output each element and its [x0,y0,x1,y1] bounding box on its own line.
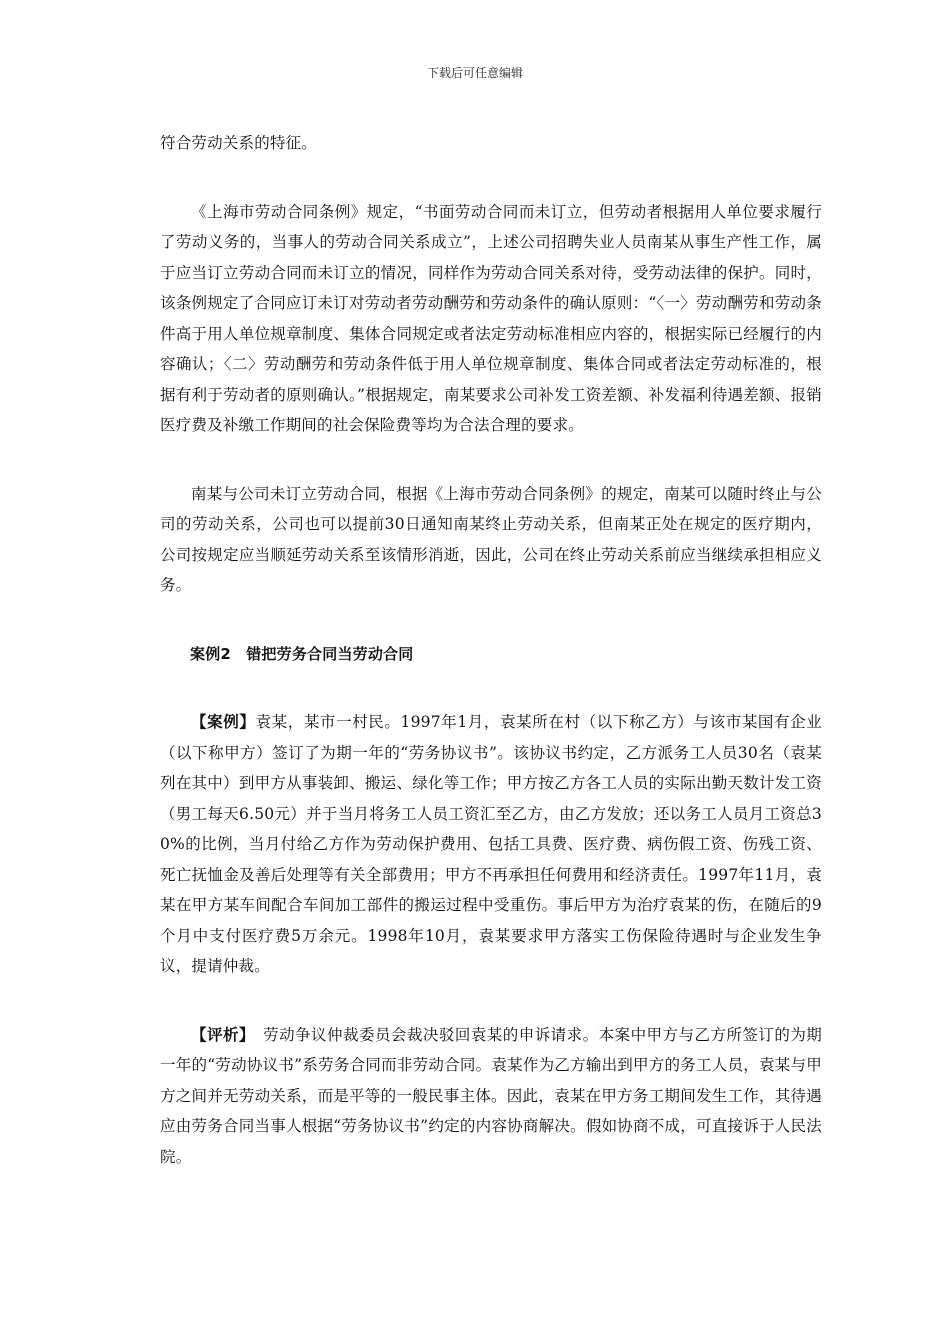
analysis-label: 【评析】 [191,1025,248,1044]
case-text: 袁某，某市一村民。1997年1月，袁某所在村（以下称乙方）与该市某国有企业（以下称甲方）签订了为期一年的“劳务协议书”。该协议书约定，乙方派务工人员30名（袁某列在其中）到甲方从事装卸、搬运、绿化等工作；甲方按乙方各工人员的实际出勤天数计发工资（男工每天6.50元）并于当月将务工人员工资汇至乙方，由乙方发放；还以务工人员月工资总30%的比例，当月付给乙方作为劳动保护费用、包括工具费、医疗费、病伤假工资、伤残工资、死亡抚恤金及善后处理等有关全部费用；甲方不再承担任何费用和经济责任。1997年11月，袁某在甲方某车间配合车间加工部件的搬运过程中受重伤。事后甲方为治疗袁某的伤，在随后的9个月中支付医疗费5万余元。1998年10月，袁某要求甲方落实工伤保险待遇时与企业发生争议，提请仲裁。 [160,713,822,975]
paragraph-1: 符合劳动关系的特征。 [160,134,318,152]
case-heading: 案例2 错把劳务合同当劳动合同 [190,644,414,663]
document-body [160,128,822,1172]
page-header: 下载后可任意编辑 [426,66,523,80]
case-paragraph [160,707,822,982]
paragraph-3: 南某与公司未订立劳动合同，根据《上海市劳动合同条例》的规定，南某可以随时终止与公司的劳动关系，公司也可以提前30日通知南某终止劳动关系，但南某正处在规定的医疗期内，公司按规定应当顺延劳动关系至该情形消逝，因此，公司在终止劳动关系前应当继续承担相应义务。 [160,484,822,594]
case-label: 【案例】 [191,713,256,731]
analysis-paragraph [160,1020,822,1173]
analysis-text: 劳动争议仲裁委员会裁决驳回袁某的申诉请求。本案中甲方与乙方所签订的为期一年的“劳动协议书”系劳务合同而非劳动合同。袁某作为乙方输出到甲方的务工人员，袁某与甲方之间并无劳动关系，而是平等的一般民事主体。因此，袁某在甲方务工期间发生工作，其待遇应由劳务合同当事人根据“劳务协议书”约定的内容协商解决。假如协商不成，可直接诉于人民法院。 [160,1025,822,1166]
paragraph-2: 《上海市劳动合同条例》规定，“书面劳动合同而未订立，但劳动者根据用人单位要求履行了劳动义务的，当事人的劳动合同关系成立”，上述公司招聘失业人员南某从事生产性工作，属于应当订立劳动合同而未订立的情况，同样作为劳动合同关系对待，受劳动法律的保护。同时，该条例规定了合同应订未订对劳动者劳动酬劳和劳动条件的确认原则：“〈一〉劳动酬劳和劳动条件高于用人单位规章制度、集体合同规定或者法定劳动标准相应内容的，根据实际已经履行的内容确认；〈二〉劳动酬劳和劳动条件低于用人单位规章制度、集体合同或者法定劳动标准的，根据有利于劳动者的原则确认。”根据规定，南某要求公司补发工资差额、补发福利待遇差额、报销医疗费及补缴工作期间的社会保险费等均为合法合理的要求。 [160,202,822,434]
